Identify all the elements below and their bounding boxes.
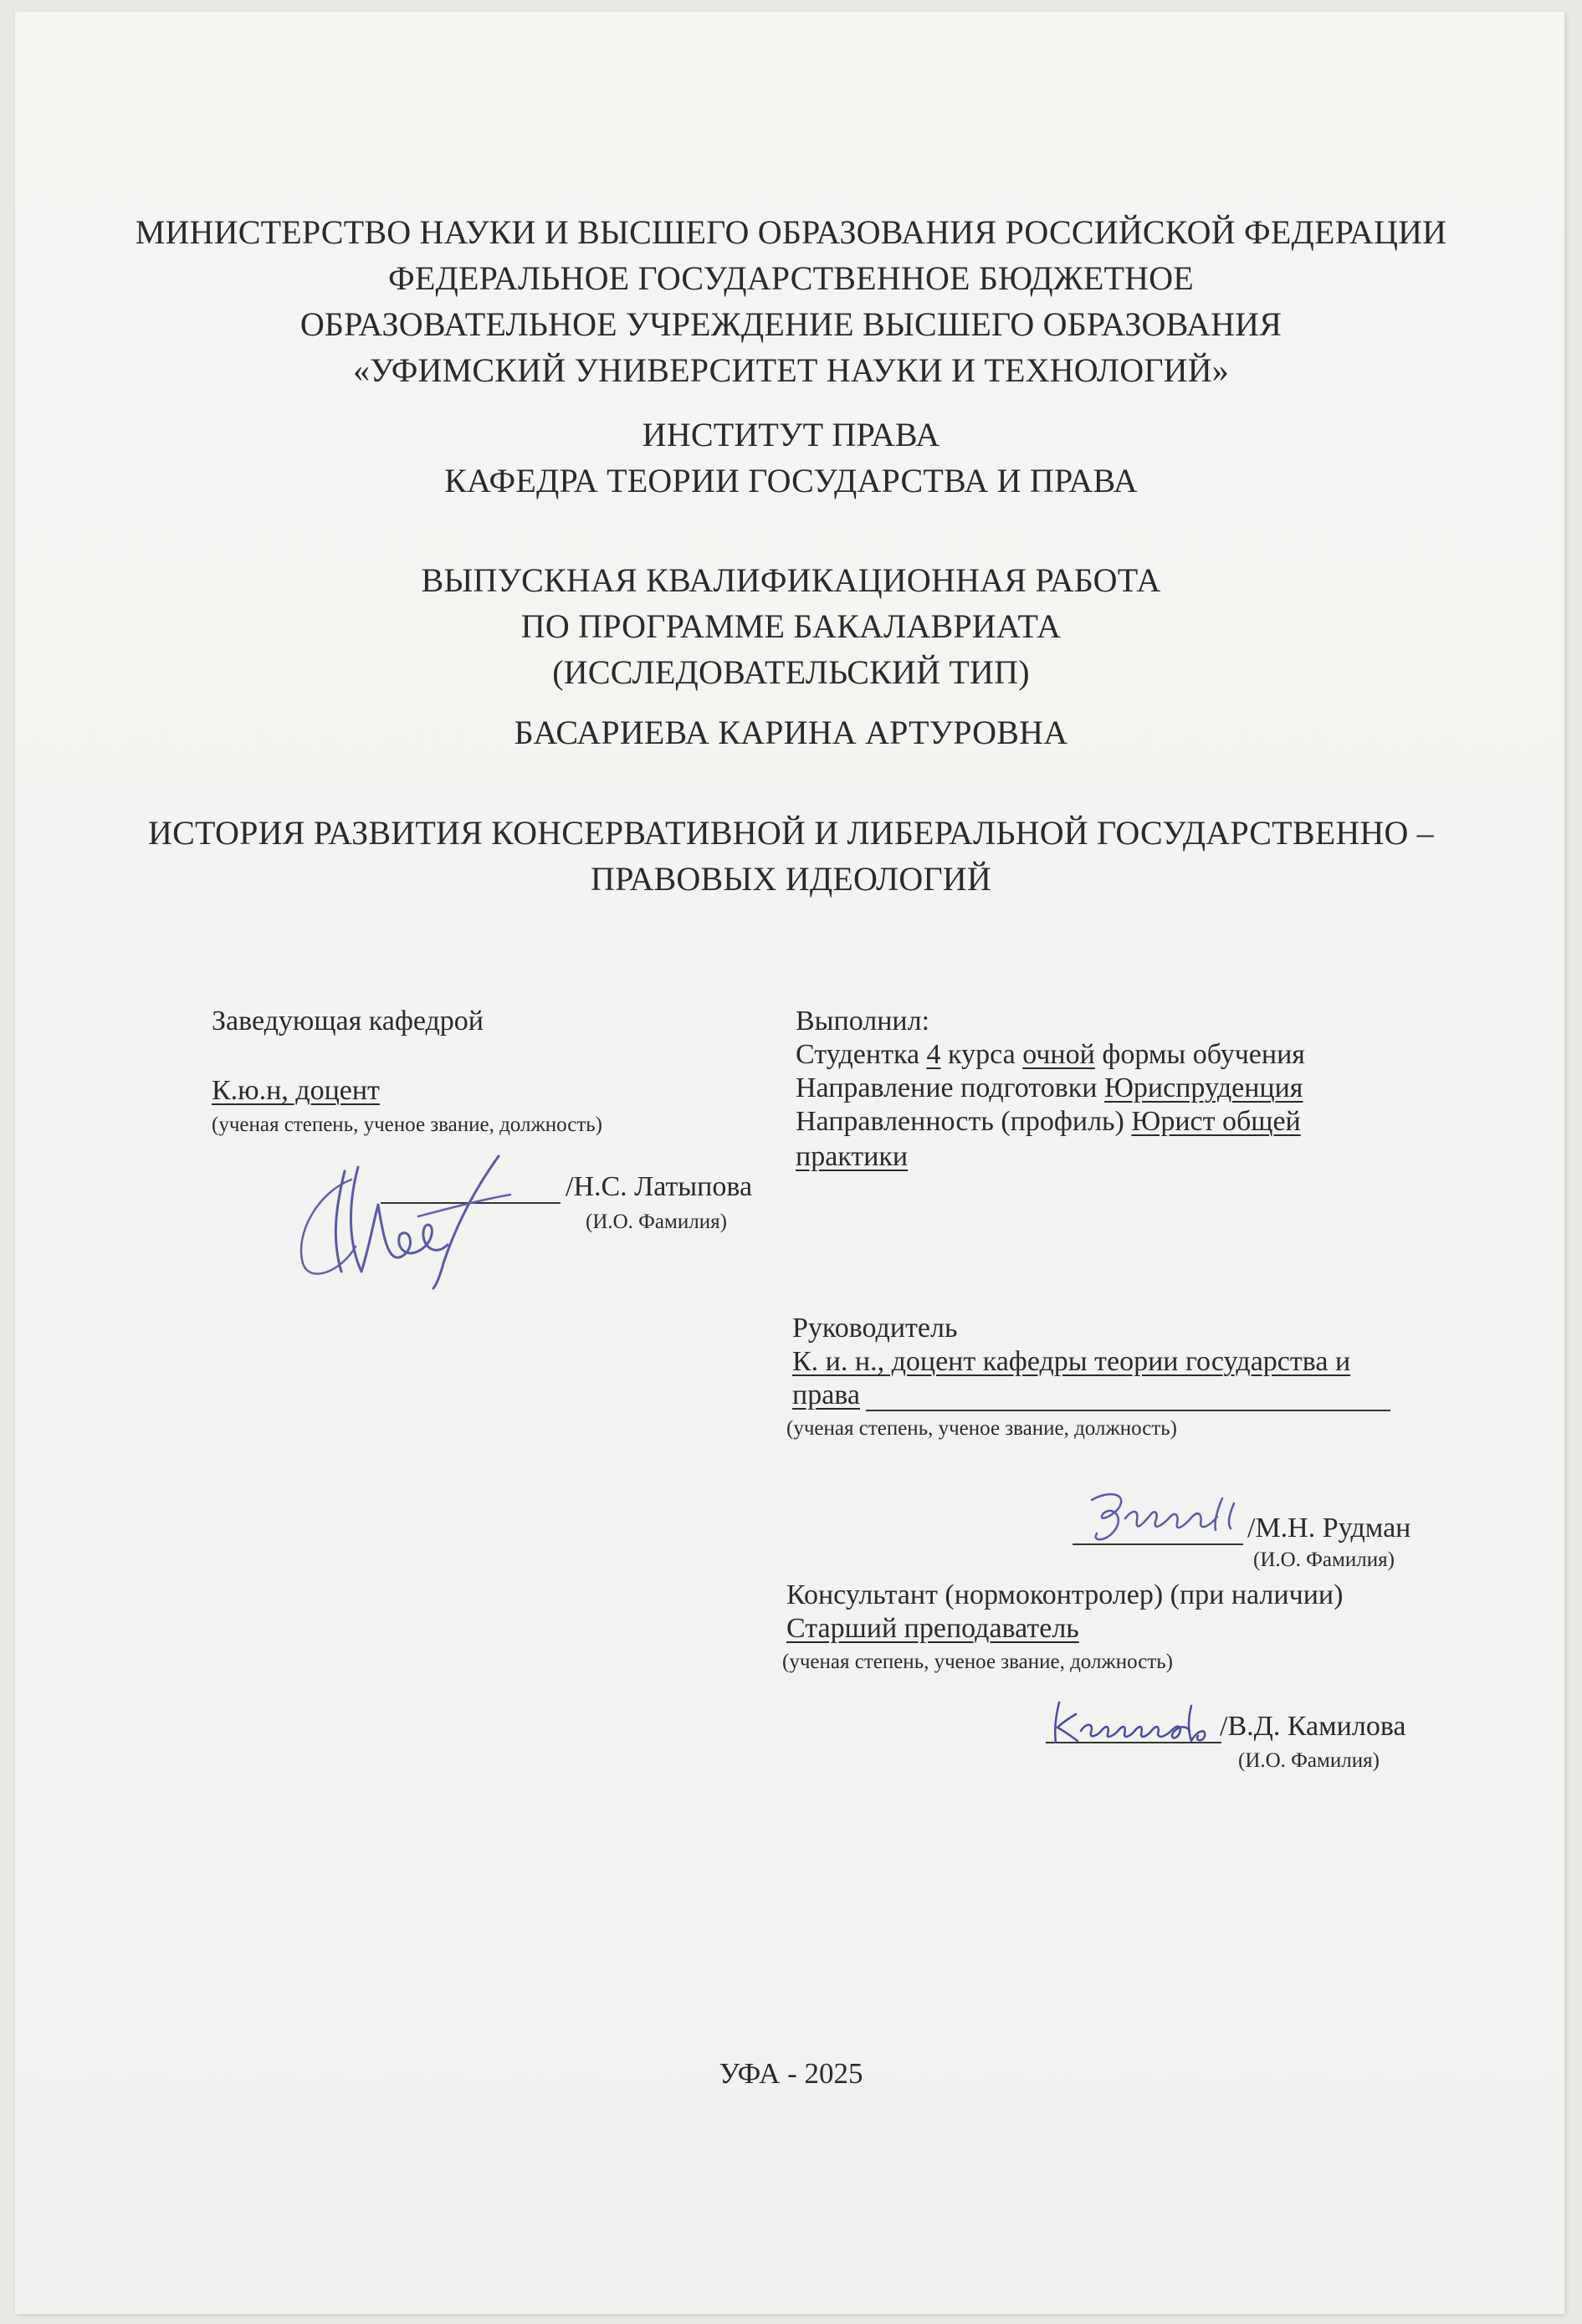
student-course-line: [796, 1037, 1305, 1072]
signature-kamilova-icon: [1047, 1694, 1223, 1753]
thesis-title-line: ИСТОРИЯ РАЗВИТИЯ КОНСЕРВАТИВНОЙ И ЛИБЕРАЛЬНОЙ ГОСУДАРСТВЕННО –: [147, 814, 1434, 852]
consultant-position: Старший преподаватель: [786, 1613, 1079, 1644]
work-type-line: ПО ПРОГРАММЕ БАКАЛАВРИАТА: [520, 607, 1062, 645]
profile-prefix: Направленность (профиль): [796, 1106, 1132, 1137]
work-type-block: [0, 557, 1582, 695]
position-caption: (ученая степень, ученое звание, должность): [782, 1651, 1173, 1673]
direction-prefix: Направление подготовки: [796, 1072, 1104, 1103]
supervisor-position: К. и. н., доцент кафедры теории государства и: [792, 1346, 1351, 1377]
fill-line: [866, 1410, 1390, 1411]
author-name: БАСАРИЕВА КАРИНА АРТУРОВНА: [514, 714, 1068, 751]
profile-line: [796, 1104, 1301, 1139]
direction-value: Юриспруденция: [1103, 1072, 1303, 1103]
signature-latypova-icon: [293, 1146, 510, 1288]
supervisor-label: Руководитель: [792, 1313, 958, 1344]
name-caption: (И.О. Фамилия): [1238, 1749, 1380, 1772]
name-caption: (И.О. Фамилия): [586, 1211, 727, 1233]
position-caption: (ученая степень, ученое звание, должность): [786, 1417, 1177, 1440]
head-of-department-label: Заведующая кафедрой: [212, 1006, 484, 1037]
form-suffix: формы обучения: [1094, 1039, 1305, 1070]
department-name: КАФЕДРА ТЕОРИИ ГОСУДАРСТВА И ПРАВА: [444, 462, 1138, 499]
ministry-line: «УФИМСКИЙ УНИВЕРСИТЕТ НАУКИ И ТЕХНОЛОГИЙ»: [352, 351, 1230, 389]
direction-line: [796, 1071, 1303, 1106]
profile-value-continued: практики: [796, 1141, 909, 1172]
study-form: очной: [1022, 1039, 1095, 1070]
name-caption: (И.О. Фамилия): [1253, 1548, 1395, 1571]
course-mid: курса: [940, 1039, 1023, 1070]
work-type-line: ВЫПУСКНАЯ КВАЛИФИКАЦИОННАЯ РАБОТА: [421, 561, 1161, 599]
supervisor-name: /М.Н. Рудман: [1247, 1513, 1411, 1543]
ministry-line: ОБРАЗОВАТЕЛЬНОЕ УЧРЕЖДЕНИЕ ВЫСШЕГО ОБРАЗОВАНИЯ: [300, 305, 1282, 343]
head-of-department-name: /Н.С. Латыпова: [566, 1171, 753, 1202]
work-type-line: (ИССЛЕДОВАТЕЛЬСКИЙ ТИП): [552, 653, 1030, 691]
thesis-title-line: ПРАВОВЫХ ИДЕОЛОГИЙ: [591, 860, 991, 898]
ministry-line: ФЕДЕРАЛЬНОЕ ГОСУДАРСТВЕННОЕ БЮДЖЕТНОЕ: [388, 259, 1194, 297]
profile-value: Юрист общей: [1131, 1106, 1301, 1137]
position-caption: (ученая степень, ученое звание, должность): [212, 1113, 602, 1136]
ministry-header: [0, 209, 1582, 393]
course-prefix: Студентка: [796, 1039, 927, 1070]
signature-rudman-icon: [1075, 1485, 1267, 1552]
institute-block: [0, 412, 1582, 504]
consultant-name: /В.Д. Камилова: [1220, 1711, 1406, 1742]
completed-by-label: Выполнил:: [796, 1006, 930, 1037]
head-of-department-position: К.ю.н, доцент: [212, 1075, 380, 1106]
thesis-title: [0, 810, 1582, 902]
consultant-label: Консультант (нормоконтролер) (при наличии): [786, 1579, 1344, 1610]
institute-name: ИНСТИТУТ ПРАВА: [642, 416, 940, 453]
supervisor-position-continued: права: [792, 1380, 860, 1410]
course-number: 4: [926, 1039, 941, 1070]
ministry-line: МИНИСТЕРСТВО НАУКИ И ВЫСШЕГО ОБРАЗОВАНИЯ РОССИЙСКОЙ ФЕДЕРАЦИИ: [135, 213, 1447, 251]
city-year: УФА - 2025: [719, 2057, 863, 2090]
